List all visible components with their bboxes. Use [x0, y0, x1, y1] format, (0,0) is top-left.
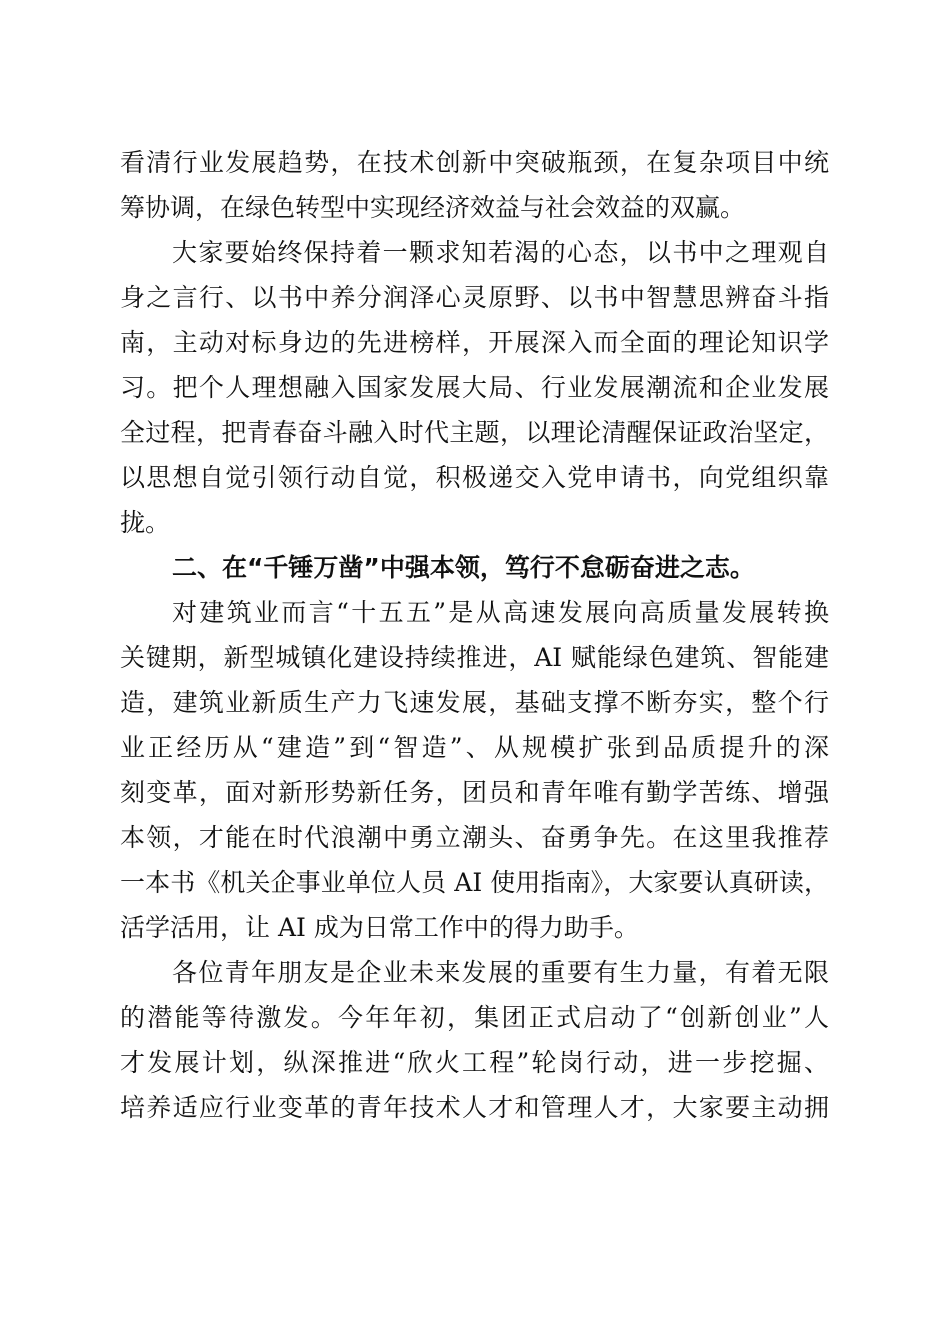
paragraph-4-line-2: 的潜能等待激发。今年年初，集团正式启动了“创新创业”人 — [120, 1003, 829, 1032]
paragraph-4-line-3: 才发展计划，纵深推进“欣火工程”轮岗行动，进一步挖掘、 — [120, 1048, 829, 1077]
paragraph-3-line-4: 业正经历从“建造”到“智造”、从规模扩张到品质提升的深 — [120, 733, 829, 762]
paragraph-3-line-3: 造，建筑业新质生产力飞速发展，基础支撑不断夯实，整个行 — [120, 688, 829, 717]
paragraph-1-line-2: 筹协调，在绿色转型中实现经济效益与社会效益的双赢。 — [120, 193, 746, 222]
paragraph-2-line-2: 身之言行、以书中养分润泽心灵原野、以书中智慧思辨奋斗指 — [120, 283, 829, 312]
paragraph-2-line-5: 全过程，把青春奋斗融入时代主题，以理论清醒保证政治坚定， — [120, 418, 829, 447]
paragraph-3-line-1: 对建筑业而言“十五五”是从高速发展向高质量发展转换 — [172, 598, 829, 627]
paragraph-3-line-6: 本领，才能在时代浪潮中勇立潮头、奋勇争先。在这里我推荐 — [120, 823, 829, 852]
paragraph-3-line-7: 一本书《机关企事业单位人员 AI 使用指南》，大家要认真研读， — [120, 868, 829, 897]
paragraph-2-line-3: 南，主动对标身边的先进榜样，开展深入而全面的理论知识学 — [120, 328, 829, 357]
paragraph-3-line-2: 关键期，新型城镇化建设持续推进，AI 赋能绿色建筑、智能建 — [120, 643, 829, 672]
paragraph-2-line-6: 以思想自觉引领行动自觉，积极递交入党申请书，向党组织靠 — [120, 463, 829, 492]
paragraph-2-line-4: 习。把个人理想融入国家发展大局、行业发展潮流和企业发展 — [120, 373, 829, 402]
paragraph-3-line-8: 活学活用，让 AI 成为日常工作中的得力助手。 — [120, 913, 639, 942]
paragraph-4-line-4: 培养适应行业变革的青年技术人才和管理人才，大家要主动拥 — [120, 1093, 829, 1122]
paragraph-1-line-1: 看清行业发展趋势，在技术创新中突破瓶颈，在复杂项目中统 — [120, 148, 829, 177]
paragraph-3-line-5: 刻变革，面对新形势新任务，团员和青年唯有勤学苦练、增强 — [120, 778, 829, 807]
paragraph-4-line-1: 各位青年朋友是企业未来发展的重要有生力量，有着无限 — [172, 958, 829, 987]
paragraph-2-line-7: 拢。 — [120, 508, 171, 537]
section-heading: 二、在“千锤万凿”中强本领，笃行不怠砺奋进之志。 — [172, 553, 755, 582]
paragraph-2-line-1: 大家要始终保持着一颗求知若渴的心态，以书中之理观自 — [172, 238, 829, 267]
